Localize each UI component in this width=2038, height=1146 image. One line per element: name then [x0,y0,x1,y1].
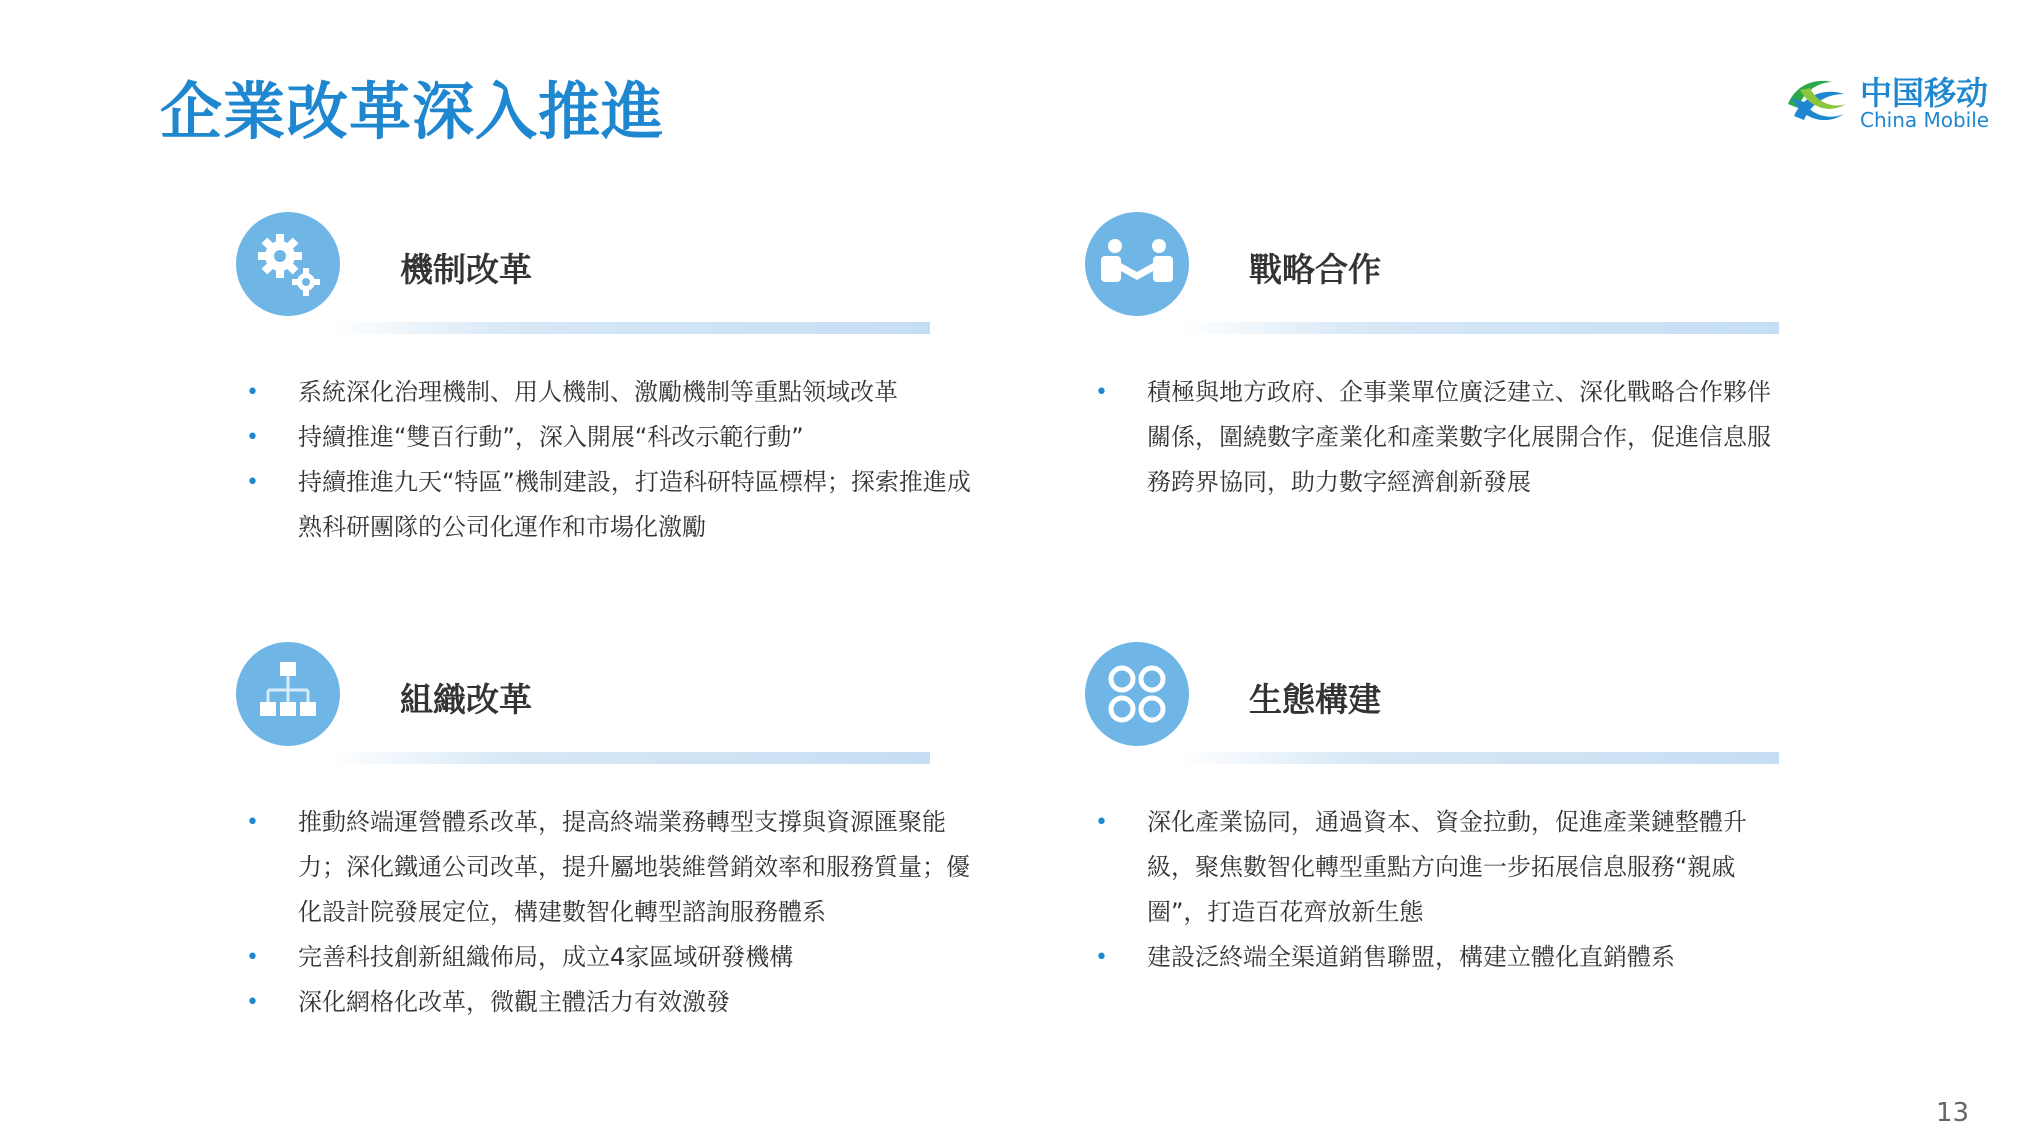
section-icon-circle [236,642,340,746]
section-icon-circle [1085,642,1189,746]
bullet-item: • 深化產業協同，通過資本、資金拉動，促進產業鏈整體升級，聚焦數智化轉型重點方向進一步拓展信息服務“親戚圈”，打造百花齊放新生態 [1083,800,1763,935]
section-underline [330,752,930,764]
bullet-item: • 積極與地方政府、企事業單位廣泛建立、深化戰略合作夥伴關係，圍繞數字產業化和產業數字化展開合作，促進信息服務跨界協同，助力數字經濟創新發展 [1083,370,1783,505]
bullet-list [1083,370,1843,505]
bullet-item: • 持續推進九天“特區”機制建設，打造科研特區標桿；探索推進成熟科研團隊的公司化運作和市場化激勵 [234,460,974,550]
page-number: 13 [1936,1098,1970,1128]
section-organization-reform [234,640,994,1016]
section-title: 生態構建 [1249,680,1381,719]
china-mobile-logo-icon [1782,68,1852,138]
gears-icon [236,212,340,316]
section-title: 組織改革 [400,680,532,719]
bullet-item: • 推動終端運營體系改革，提高終端業務轉型支撐與資源匯聚能力；深化鐵通公司改革，提升屬地裝維營銷效率和服務質量；優化設計院發展定位，構建數智化轉型諮詢服務體系 [234,800,974,935]
section-ecosystem-building [1083,640,1843,1000]
section-underline [1179,322,1779,334]
section-underline [330,322,930,334]
section-title: 機制改革 [400,250,532,289]
bullet-list [234,800,994,1025]
bullet-list [1083,800,1843,980]
bullet-item: • 完善科技創新組織佈局，成立4家區域研發機構 [234,935,994,980]
bullet-list [234,370,994,550]
handshake-icon [1085,212,1189,316]
china-mobile-logo [1782,64,1992,144]
section-mechanism-reform [234,210,994,570]
org-chart-icon [236,642,340,746]
bullet-item: • 持續推進“雙百行動”，深入開展“科改示範行動” [234,415,994,460]
section-title: 戰略合作 [1249,250,1381,289]
bullet-item: • 建設泛終端全渠道銷售聯盟，構建立體化直銷體系 [1083,935,1843,980]
logo-text-cn: 中国移动 [1860,74,1989,112]
section-strategic-cooperation [1083,210,1843,570]
section-icon-circle [236,212,340,316]
ecosystem-icon [1085,642,1189,746]
page-title: 企業改革深入推進 [160,75,665,148]
bullet-item: • 系統深化治理機制、用人機制、激勵機制等重點领域改革 [234,370,994,415]
bullet-item: • 深化網格化改革，微觀主體活力有效激發 [234,980,994,1025]
logo-text-en: China Mobile [1860,108,1990,132]
section-icon-circle [1085,212,1189,316]
section-underline [1179,752,1779,764]
